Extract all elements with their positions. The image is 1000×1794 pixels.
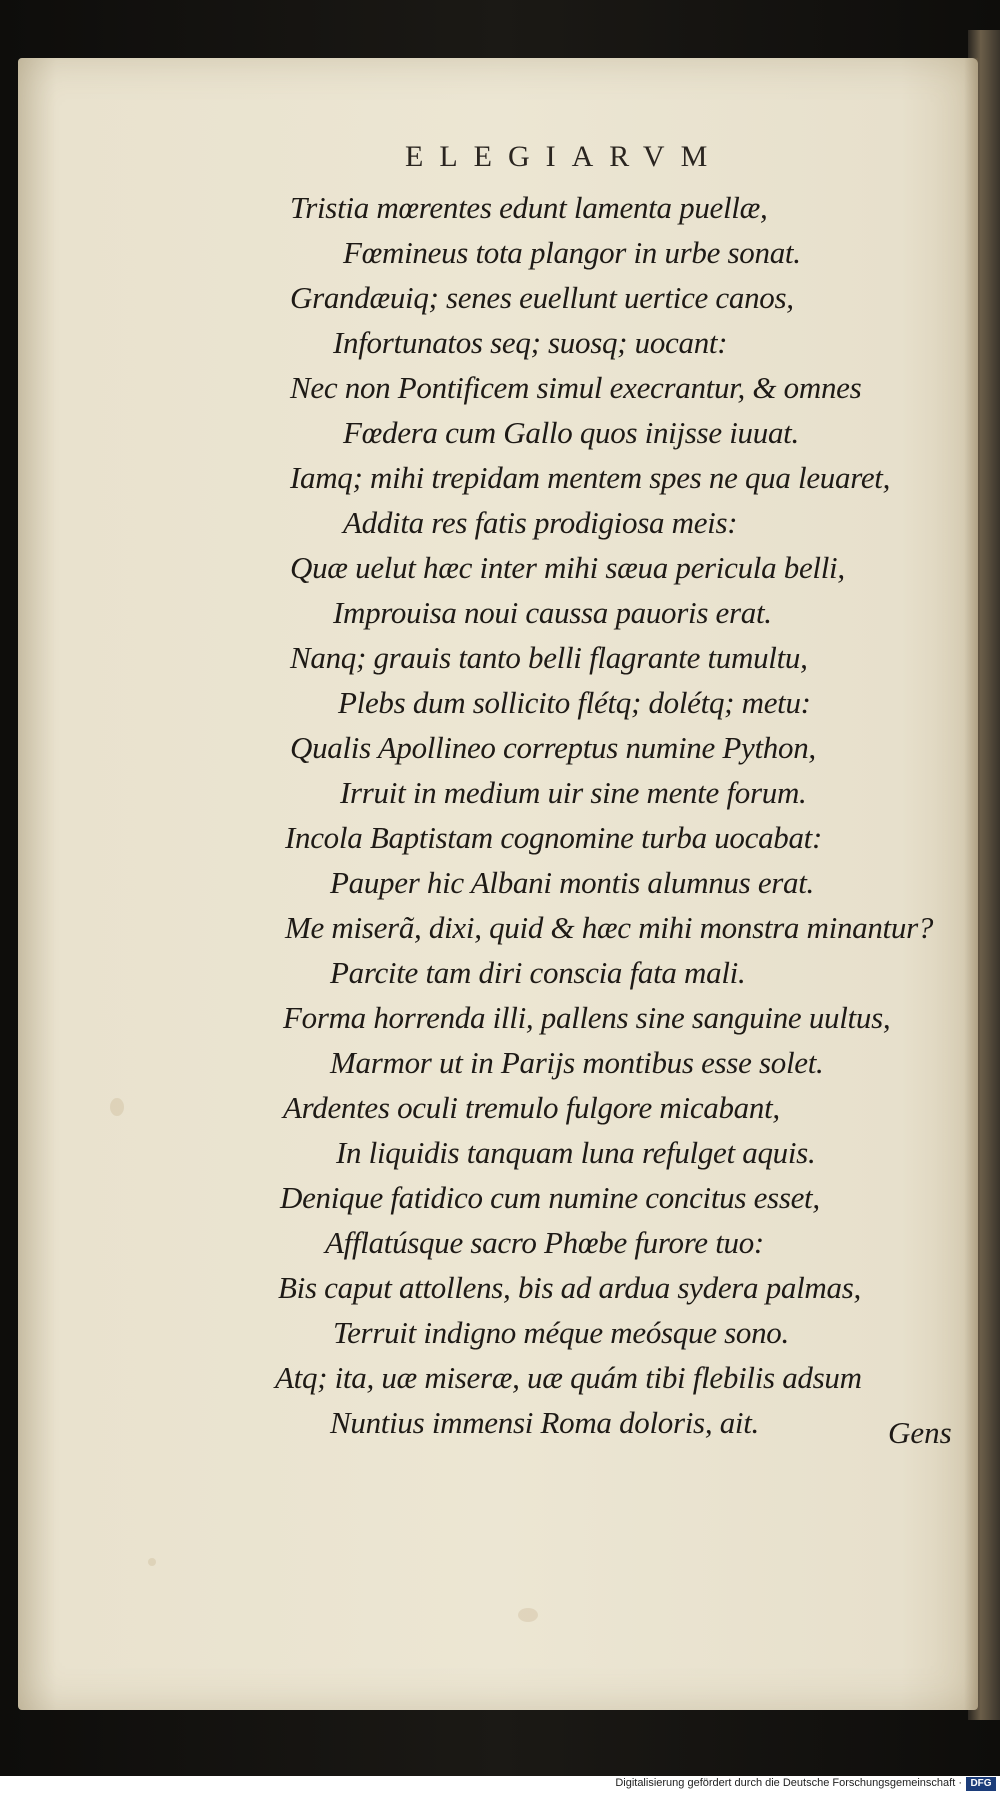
verse-line: Iamq; mihi trepidam mentem spes ne qua leuaret, [290,460,891,495]
verse-line: Qualis Apollineo correptus numine Python, [290,730,816,765]
verse-line: Irruit in medium uir sine mente forum. [340,775,807,810]
verse-line: Afflatúsque sacro Phœbe furore tuo: [325,1225,764,1260]
verse-line: Bis caput attollens, bis ad ardua sydera palmas, [278,1270,861,1305]
verse-line: Terruit indigno méque meósque sono. [333,1315,789,1350]
verse-line: Nec non Pontificem simul execrantur, & omnes [290,370,862,405]
verse-line: Grandæuiq; senes euellunt uertice canos, [290,280,794,315]
verse-line: Nanq; grauis tanto belli flagrante tumultu, [290,640,808,675]
catchword: Gens [888,1415,952,1450]
verse-line: Parcite tam diri conscia fata mali. [330,955,746,990]
funding-credit: Digitalisierung gefördert durch die Deutsche Forschungsgemeinschaft · [615,1777,962,1789]
verse-line: Marmor ut in Parijs montibus esse solet. [330,1045,824,1080]
verse-line: In liquidis tanquam luna refulget aquis. [336,1135,816,1170]
verse-line: Incola Baptistam cognomine turba uocabat: [285,820,823,855]
verse-line: Me miserã, dixi, quid & hæc mihi monstra minantur? [285,910,934,945]
verse-line: Quæ uelut hæc inter mihi sæua pericula belli, [290,550,845,585]
running-head: ELEGIARVM [405,140,724,173]
verse-line: Infortunatos seq; suosq; uocant: [333,325,728,360]
verse-line: Fœdera cum Gallo quos inijsse iuuat. [343,415,799,450]
dfg-logo: DFG [966,1777,996,1791]
verse-line: Addita res fatis prodigiosa meis: [343,505,738,540]
verse-line: Pauper hic Albani montis alumnus erat. [330,865,815,900]
verse-line: Improuisa noui caussa pauoris erat. [333,595,772,630]
verse-line: Tristia mœrentes edunt lamenta puellæ, [290,190,768,225]
verse-line: Plebs dum sollicito flétq; dolétq; metu: [338,685,811,720]
verse-line: Atq; ita, uæ miseræ, uæ quám tibi flebilis adsum [275,1360,862,1395]
verse-line: Fœmineus tota plangor in urbe sonat. [343,235,801,270]
verse-line: Forma horrenda illi, pallens sine sanguine uultus, [283,1000,891,1035]
verse-line: Ardentes oculi tremulo fulgore micabant, [283,1090,780,1125]
verse-line: Denique fatidico cum numine concitus esset, [280,1180,820,1215]
verse-line: Nuntius immensi Roma doloris, ait. [330,1405,759,1440]
